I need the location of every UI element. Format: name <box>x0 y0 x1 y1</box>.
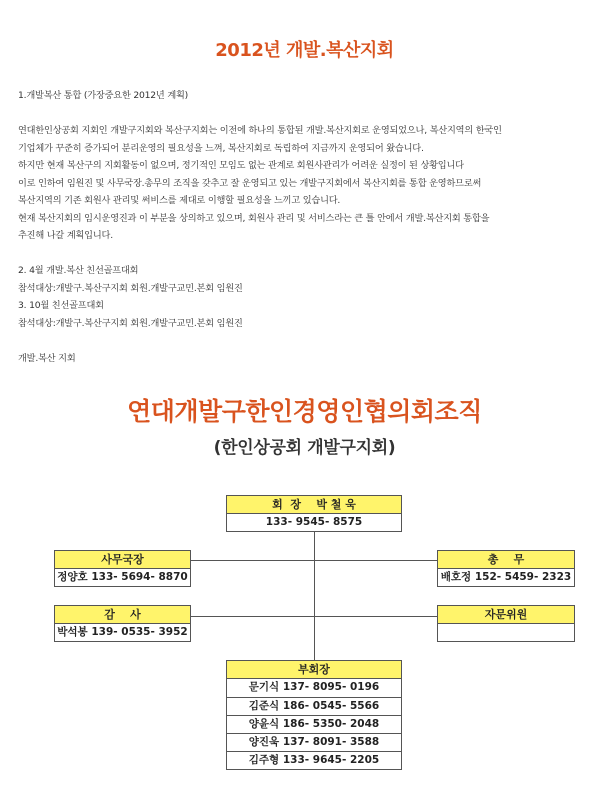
text-line: 복산지역의 기존 회원사 관리및 써비스를 제대로 이행할 필요성을 느끼고 있습니다. <box>18 195 341 206</box>
vice-president-member: 양진욱 137- 8091- 3588 <box>227 733 401 751</box>
general-affairs-header: 총 무 <box>438 551 574 569</box>
text-line: 개발.복산 지회 <box>18 352 76 364</box>
advisor-value <box>438 624 574 642</box>
connector-horizontal-lower <box>191 616 437 617</box>
connector-vertical-main <box>314 531 315 660</box>
auditor-header: 감 사 <box>55 606 190 624</box>
text-line <box>18 105 592 123</box>
text-line: 이로 인하여 임원진 및 사무국장.총무의 조직을 갖추고 잘 운영되고 있는 개발구지회에서 복산지회를 통합 운영하므로써 <box>18 177 482 189</box>
page-title: 2012년 개발.복산지회 <box>215 40 394 61</box>
body-text <box>18 87 592 367</box>
text-line: 연대한인상공회 지회인 개발구지회와 복산구지회는 이전에 하나의 통합된 개발.복산지회로 운영되었으나, 복산지역의 한국인 <box>18 125 502 136</box>
org-chart-subtitle: (한인상공회 개발구지회) <box>213 438 396 458</box>
president-box <box>226 495 402 532</box>
vice-president-header: 부회장 <box>227 661 401 679</box>
secretary-general-value: 정양호 133- 5694- 8870 <box>57 571 188 583</box>
advisor-box <box>437 605 575 642</box>
connector-horizontal-upper <box>191 560 437 561</box>
secretary-general-box <box>54 550 191 587</box>
text-line: 기업체가 꾸준히 증가되어 분리운영의 필요성을 느껴, 복산지회로 독립하여 지금까지 운영되어 왔습니다. <box>18 142 424 154</box>
text-line: 참석대상:개발구.복산구지회 회원.개발구교민.본회 임원진 <box>18 282 243 294</box>
text-line: 현재 복산지회의 임시운영진과 이 부분을 상의하고 있으며, 회원사 관리 및 서비스라는 큰 틀 안에서 개발.복산지회 통합을 <box>18 212 490 224</box>
vice-president-member: 김주형 133- 9645- 2205 <box>227 751 401 769</box>
vice-president-member: 문기식 137- 8095- 0196 <box>248 681 380 693</box>
auditor-value: 박석봉 139- 0535- 3952 <box>57 626 188 638</box>
text-line: 하지만 현재 복산구의 지회활동이 없으며, 정기적인 모임도 없는 관계로 회원사관리가 어려운 실정이 된 상황입니다 <box>18 160 464 171</box>
president-header: 회 장 박 철 욱 <box>227 496 401 514</box>
advisor-header: 자문위원 <box>438 606 574 624</box>
text-line: 참석대상:개발구.복산구지회 회원.개발구교민.본회 임원진 <box>18 317 243 329</box>
text-line: 1.개발복산 통합 (가장중요한 2012년 계획) <box>18 90 189 101</box>
text-line: 추진해 나갈 계획입니다. <box>18 230 113 241</box>
vice-president-member: 김준식 186- 0545- 5566 <box>227 697 401 715</box>
vice-president-box <box>226 660 402 770</box>
auditor-box <box>54 605 191 642</box>
text-line <box>18 245 592 263</box>
general-affairs-box <box>437 550 575 587</box>
secretary-general-header: 사무국장 <box>55 551 190 569</box>
general-affairs-value: 배호정 152- 5459- 2323 <box>440 571 572 583</box>
org-chart-title: 연대개발구한인경영인협의회조직 <box>127 397 482 426</box>
text-line: 3. 10월 친선골프대회 <box>18 300 104 311</box>
president-phone: 133- 9545- 8575 <box>265 516 363 528</box>
vice-president-member: 양윤식 186- 5350- 2048 <box>227 715 401 733</box>
text-line <box>18 332 592 350</box>
text-line: 2. 4월 개발.복산 친선골프대회 <box>18 265 139 276</box>
